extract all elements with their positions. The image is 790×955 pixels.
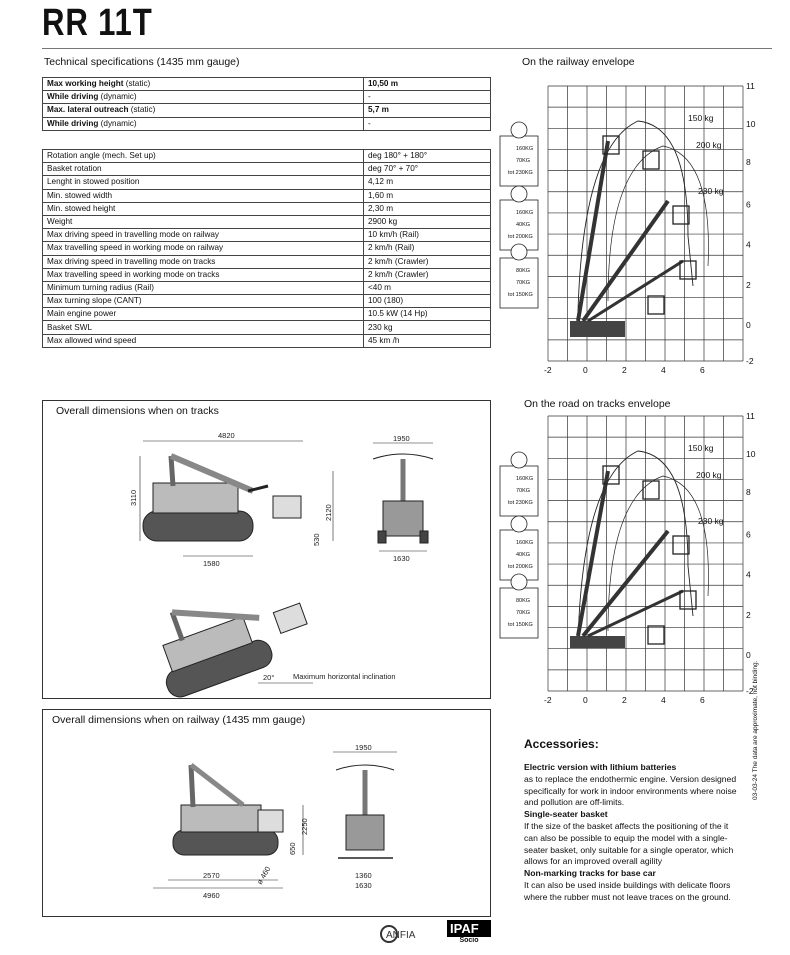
tracks-box-title: Overall dimensions when on tracks (56, 405, 219, 417)
load-b: 70KG (516, 488, 531, 494)
load-a: 160KG (516, 476, 534, 482)
spec-label: Max driving speed in travelling mode on railway (43, 229, 364, 242)
inclination-angle: 20° (263, 673, 275, 682)
spec-label-main: While driving (47, 118, 99, 128)
spec-row (43, 215, 491, 228)
spec-label: Minimum turning radius (Rail) (43, 281, 364, 294)
spec-label: Main engine power (43, 308, 364, 321)
spec-label-suffix: (static) (123, 79, 151, 89)
spec-value: 10 km/h (Rail) (364, 229, 491, 242)
x-tick-label: 6 (700, 365, 705, 375)
spec-label: Lenght in stowed position (43, 176, 364, 189)
x-tick-label: 0 (583, 365, 588, 375)
spec-value: 4,12 m (364, 176, 491, 189)
y-tick-label: 10 (746, 449, 756, 460)
spec-label (43, 117, 364, 130)
spec-value: 2,30 m (364, 202, 491, 215)
spec-row (43, 255, 491, 268)
dim-rail-wheelbase: 2570 (203, 871, 220, 880)
spec-label: Min. stowed height (43, 202, 364, 215)
accessory-text: as to replace the endothermic engine. Version designed specifically for work in indoor environments where noise and pollution are off-limits. (524, 773, 737, 808)
accessory-heading: Non-marking tracks for base car (524, 868, 656, 879)
spec-row (43, 163, 491, 176)
dim-tracks-wheelbase: 1580 (203, 559, 220, 568)
spec-value: 1,60 m (364, 189, 491, 202)
person-icon (511, 122, 527, 138)
spec-value: 5,7 m (364, 104, 491, 117)
y-tick-label: 10 (746, 119, 756, 130)
load-a: 160KG (516, 146, 534, 152)
spec-value: 2900 kg (364, 215, 491, 228)
basket (648, 296, 664, 314)
spec-label: Basket SWL (43, 321, 364, 334)
railway-envelope-title: On the railway envelope (522, 56, 635, 68)
accessory-text: It can also be used inside buildings with delicate floors where the rubber must not leave traces on the ground. (524, 879, 731, 902)
railway-envelope-chart (498, 78, 768, 378)
y-tick-label: 2 (746, 609, 751, 620)
spec-row (43, 150, 491, 163)
spec-value: 10.5 kW (14 Hp) (364, 308, 491, 321)
spec-value: <40 m (364, 281, 491, 294)
x-tick-label: -2 (544, 365, 552, 375)
tech-spec-heading: Technical specifications (1435 mm gauge) (44, 56, 240, 68)
railway-dimensions-box (42, 709, 491, 917)
dim-rail-length: 4960 (203, 891, 220, 900)
load-tot: tot 200KG (508, 564, 533, 570)
load-b: 40KG (516, 552, 531, 558)
load-tot: tot 230KG (508, 500, 533, 506)
spec-label: Max travelling speed in working mode on railway (43, 242, 364, 255)
dim-tracks-ground: 530 (312, 533, 321, 546)
load-tot: tot 150KG (508, 622, 533, 628)
person-icon (511, 574, 527, 590)
spec-value: 2 km/h (Crawler) (364, 268, 491, 281)
spec-row (43, 78, 491, 91)
y-tick-label: 0 (746, 650, 751, 661)
dim-tracks-height: 3110 (129, 489, 138, 506)
tracks-inclined-view (144, 570, 316, 698)
y-tick-label: 0 (746, 320, 751, 331)
spec-table-1 (42, 77, 491, 131)
load-label: 230 kg (698, 516, 724, 526)
title-divider (42, 48, 772, 49)
accessory-heading: Single-seater basket (524, 809, 608, 820)
load-b: 70KG (516, 610, 531, 616)
load-a: 160KG (516, 210, 534, 216)
spec-label-suffix: (static) (128, 105, 156, 115)
spec-row (43, 268, 491, 281)
spec-label: Weight (43, 215, 364, 228)
spec-label: Max travelling speed in working mode on tracks (43, 268, 364, 281)
load-tot: tot 150KG (508, 292, 533, 298)
spec-label-main: While driving (47, 92, 99, 102)
machine-base (570, 636, 625, 648)
railway-box-title: Overall dimensions when on railway (1435 mm gauge) (52, 714, 306, 726)
tracks-drawing (43, 401, 490, 698)
dim-tracks-length: 4820 (218, 431, 235, 440)
spec-value: deg 70° + 70° (364, 163, 491, 176)
road-envelope-chart (498, 408, 768, 708)
spec-label (43, 104, 364, 117)
page-title: RR 11T (42, 2, 153, 44)
x-tick-label: 2 (622, 365, 627, 375)
spec-row (43, 176, 491, 189)
spec-value: deg 180° + 180° (364, 150, 491, 163)
spec-value: 100 (180) (364, 295, 491, 308)
tracks-front-view (373, 443, 433, 551)
y-tick-label: 8 (746, 157, 751, 168)
spec-value: - (364, 91, 491, 104)
y-tick-label: -2 (746, 356, 754, 366)
dim-rail-wheel: ø 460 (254, 864, 273, 886)
machine-base (570, 321, 625, 337)
dim-rail-gauge: 1360 (355, 871, 372, 880)
spec-label-main: Max. lateral outreach (47, 105, 129, 115)
spec-row (43, 334, 491, 347)
spec-label: Max allowed wind speed (43, 334, 364, 347)
spec-label-suffix: (dynamic) (98, 118, 137, 128)
dim-rail-track-width: 1630 (355, 881, 372, 890)
accessories-title: Accessories: (524, 737, 599, 751)
accessory-text: If the size of the basket affects the positioning of the it can also be possible to equip the model with a single-seater basket, only suitable for a single operator, which allows for an improved overall agility (524, 820, 734, 867)
person-icon (511, 452, 527, 468)
x-tick-label: -2 (544, 695, 552, 705)
load-label: 200 kg (696, 140, 722, 150)
dim-tracks-width: 1950 (393, 434, 410, 443)
x-tick-label: 2 (622, 695, 627, 705)
spec-value: 10,50 m (364, 78, 491, 91)
inclination-label: Maximum horizontal inclination (293, 672, 396, 681)
load-b: 70KG (516, 280, 531, 286)
spec-value: - (364, 117, 491, 130)
person-icon (511, 516, 527, 532)
spec-row (43, 91, 491, 104)
spec-label (43, 91, 364, 104)
x-tick-label: 4 (661, 365, 666, 375)
spec-row (43, 308, 491, 321)
dim-tracks-stow-height: 2120 (324, 504, 333, 521)
load-label: 150 kg (688, 113, 714, 123)
spec-row (43, 117, 491, 130)
anfia-logo-graphic (380, 920, 425, 950)
spec-row (43, 281, 491, 294)
y-tick-label: 6 (746, 529, 751, 540)
anfia-logo (380, 920, 425, 950)
spec-row (43, 242, 491, 255)
ipaf-logo-text: IPAF (447, 920, 491, 937)
railway-front-view (333, 752, 397, 858)
load-a: 80KG (516, 598, 531, 604)
x-tick-label: 4 (661, 695, 666, 705)
spec-value: 2 km/h (Crawler) (364, 255, 491, 268)
spec-value: 230 kg (364, 321, 491, 334)
y-tick-label: 6 (746, 199, 751, 210)
load-a: 80KG (516, 268, 531, 274)
railway-drawing (43, 710, 490, 916)
dim-rail-height: 650 (288, 842, 297, 855)
load-label: 150 kg (688, 443, 714, 453)
y-tick-label: 11 (746, 411, 755, 421)
accessories-list (524, 762, 742, 904)
ipaf-logo (447, 920, 492, 950)
spec-value: 2 km/h (Rail) (364, 242, 491, 255)
dim-tracks-track-width: 1630 (393, 554, 410, 563)
spec-label: Max driving speed in travelling mode on tracks (43, 255, 364, 268)
spec-label: Rotation angle (mech. Set up) (43, 150, 364, 163)
spec-table-2 (42, 149, 491, 348)
y-tick-label: 2 (746, 279, 751, 290)
spec-row (43, 321, 491, 334)
ipaf-logo-sub: Socio (459, 937, 479, 944)
road-envelope-title: On the road on tracks envelope (524, 398, 671, 410)
spec-label: Min. stowed width (43, 189, 364, 202)
y-tick-label: 11 (746, 81, 755, 91)
dim-rail-width: 1950 (355, 743, 372, 752)
y-tick-label: 4 (746, 569, 751, 580)
spec-label (43, 78, 364, 91)
anfia-logo-text: ANFIA (386, 930, 416, 941)
tracks-side-view (140, 441, 333, 556)
person-icon (511, 244, 527, 260)
accessory-heading: Electric version with lithium batteries (524, 762, 677, 772)
spec-label-suffix: (dynamic) (98, 92, 137, 102)
dim-rail-stow-height: 2250 (300, 818, 309, 835)
basket (673, 206, 689, 224)
tracks-dimensions-box (42, 400, 491, 699)
disclaimer: 03-03-24 The data are approximate, not binding. (752, 660, 759, 800)
spec-row (43, 104, 491, 117)
spec-label-main: Max working height (47, 79, 124, 89)
load-label: 230 kg (698, 186, 724, 196)
person-icon (511, 186, 527, 202)
spec-row (43, 189, 491, 202)
x-tick-label: 0 (583, 695, 588, 705)
load-tot: tot 200KG (508, 234, 533, 240)
x-tick-label: 6 (700, 695, 705, 705)
spec-label: Basket rotation (43, 163, 364, 176)
spec-row (43, 229, 491, 242)
spec-value: 45 km /h (364, 334, 491, 347)
spec-row (43, 295, 491, 308)
basket (648, 626, 664, 644)
railway-side-view (153, 765, 303, 888)
load-label: 200 kg (696, 470, 722, 480)
load-a: 160KG (516, 540, 534, 546)
y-tick-label: 8 (746, 487, 751, 498)
spec-row (43, 202, 491, 215)
y-tick-label: -2 (746, 686, 754, 696)
load-tot: tot 230KG (508, 170, 533, 176)
load-b: 70KG (516, 158, 531, 164)
spec-label: Max turning slope (CANT) (43, 295, 364, 308)
y-tick-label: 4 (746, 239, 751, 250)
load-b: 40KG (516, 222, 531, 228)
basket (673, 536, 689, 554)
